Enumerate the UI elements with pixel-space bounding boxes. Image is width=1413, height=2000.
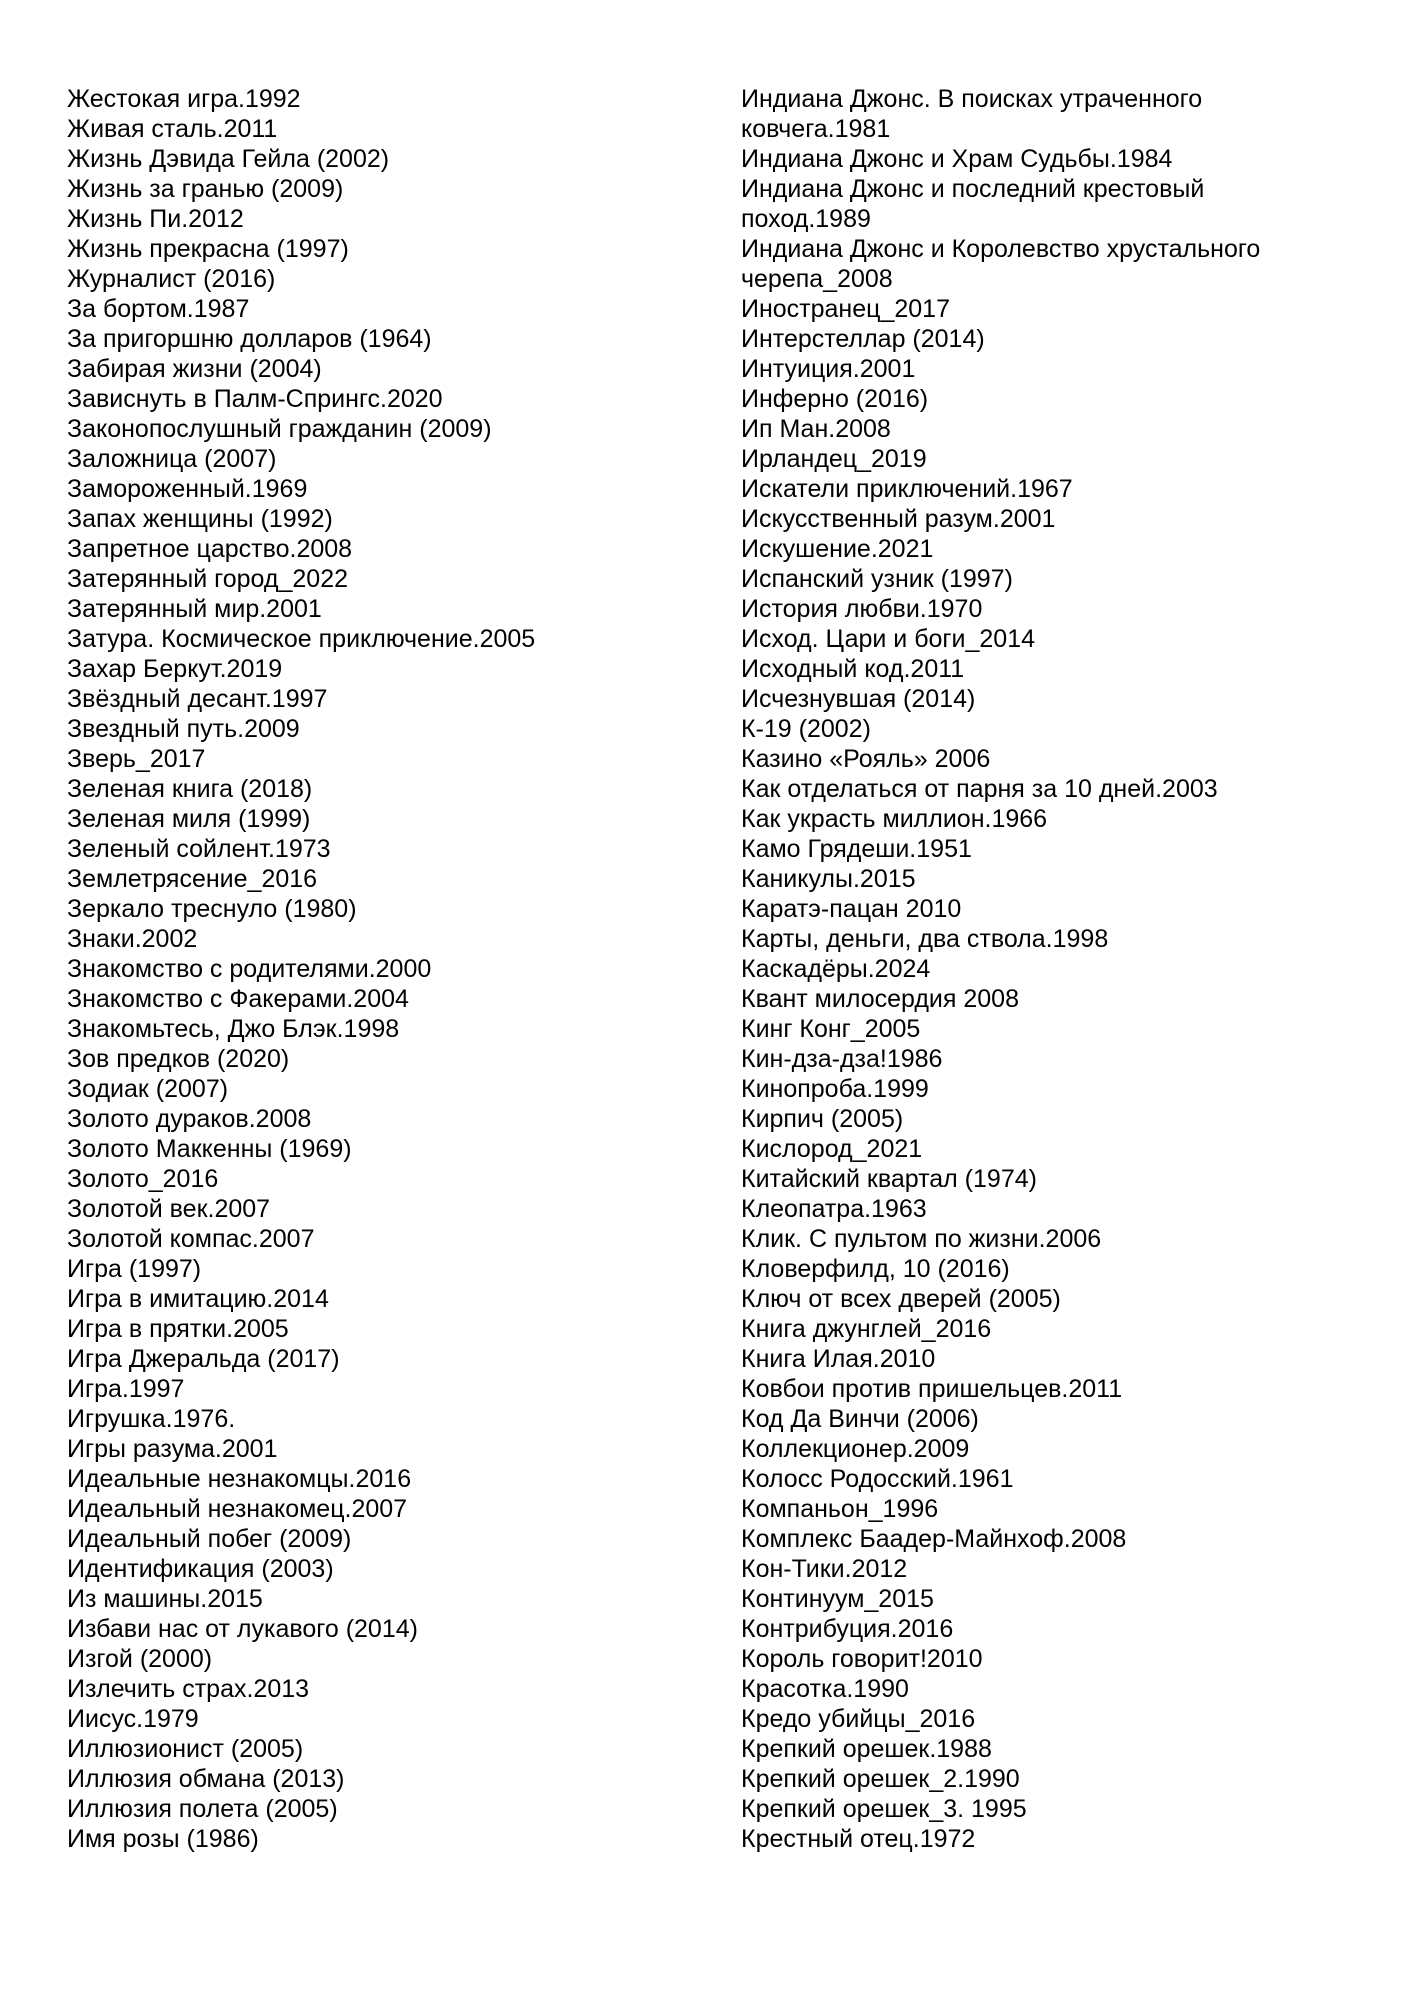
- list-item: Как отделаться от парня за 10 дней.2003: [741, 775, 1218, 803]
- list-item: Зависнуть в Палм-Спрингс.2020: [67, 385, 443, 413]
- list-item: Испанский узник (1997): [741, 565, 1013, 593]
- list-item: Игра.1997: [67, 1375, 185, 1403]
- list-item: Зеленая книга (2018): [67, 775, 313, 803]
- list-item: Золотой век.2007: [67, 1195, 271, 1223]
- list-item: Изгой (2000): [67, 1645, 213, 1673]
- list-item: Искушение.2021: [741, 535, 934, 563]
- list-item: Затерянный мир.2001: [67, 595, 322, 623]
- list-item: Излечить страх.2013: [67, 1675, 310, 1703]
- list-item: поход.1989: [741, 205, 871, 233]
- list-item: Землетрясение_2016: [67, 865, 318, 893]
- list-item: К-19 (2002): [741, 715, 871, 743]
- list-item: Контрибуция.2016: [741, 1615, 954, 1643]
- list-item: Захар Беркут.2019: [67, 655, 283, 683]
- list-item: Законопослушный гражданин (2009): [67, 415, 492, 443]
- list-item: Искусственный разум.2001: [741, 505, 1056, 533]
- list-item: Жизнь за гранью (2009): [67, 175, 344, 203]
- list-item: Звездный путь.2009: [67, 715, 300, 743]
- list-item: Компаньон_1996: [741, 1495, 939, 1523]
- list-item: Журналист (2016): [67, 265, 276, 293]
- list-item: Клик. С пультом по жизни.2006: [741, 1225, 1102, 1253]
- list-item: Жизнь Дэвида Гейла (2002): [67, 145, 390, 173]
- list-item: ковчега.1981: [741, 115, 891, 143]
- list-item: Красотка.1990: [741, 1675, 909, 1703]
- list-item: Кловерфилд, 10 (2016): [741, 1255, 1010, 1283]
- list-item: Каратэ-пацан 2010: [741, 895, 962, 923]
- list-item: Замороженный.1969: [67, 475, 308, 503]
- list-item: Ирландец_2019: [741, 445, 927, 473]
- list-item: Колосс Родосский.1961: [741, 1465, 1014, 1493]
- list-item: Исходный код.2011: [741, 655, 965, 683]
- list-item: Забирая жизни (2004): [67, 355, 322, 383]
- list-item: Как украсть миллион.1966: [741, 805, 1048, 833]
- list-item: Из машины.2015: [67, 1585, 263, 1613]
- list-item: Зеленый сойлент.1973: [67, 835, 331, 863]
- list-item: Идеальные незнакомцы.2016: [67, 1465, 412, 1493]
- list-item: Иллюзионист (2005): [67, 1735, 304, 1763]
- list-item: Китайский квартал (1974): [741, 1165, 1037, 1193]
- list-item: Квант милосердия 2008: [741, 985, 1019, 1013]
- list-item: Код Да Винчи (2006): [741, 1405, 979, 1433]
- list-item: Исчезнувшая (2014): [741, 685, 976, 713]
- list-item: Крестный отец.1972: [741, 1825, 976, 1853]
- list-item: черепа_2008: [741, 265, 893, 293]
- list-item: Игра (1997): [67, 1255, 202, 1283]
- list-item: Ключ от всех дверей (2005): [741, 1285, 1061, 1313]
- list-item: Коллекционер.2009: [741, 1435, 970, 1463]
- list-item: Золото дураков.2008: [67, 1105, 312, 1133]
- list-item: Затура. Космическое приключение.2005: [67, 625, 536, 653]
- list-item: Кирпич (2005): [741, 1105, 904, 1133]
- list-item: Игра в имитацию.2014: [67, 1285, 329, 1313]
- list-item: Звёздный десант.1997: [67, 685, 328, 713]
- right-column-list: [741, 84, 1381, 1854]
- list-item: Крепкий орешек.1988: [741, 1735, 992, 1763]
- list-item: Зверь_2017: [67, 745, 206, 773]
- list-item: Золотой компас.2007: [67, 1225, 315, 1253]
- list-item: Идентификация (2003): [67, 1555, 334, 1583]
- list-item: Жестокая игра.1992: [67, 85, 301, 113]
- list-item: Идеальный незнакомец.2007: [67, 1495, 408, 1523]
- list-item: Иллюзия полета (2005): [67, 1795, 338, 1823]
- list-item: История любви.1970: [741, 595, 983, 623]
- list-item: Книга джунглей_2016: [741, 1315, 992, 1343]
- list-item: За бортом.1987: [67, 295, 250, 323]
- list-item: Индиана Джонс и последний крестовый: [741, 175, 1205, 203]
- list-item: Запах женщины (1992): [67, 505, 333, 533]
- list-item: Интуиция.2001: [741, 355, 916, 383]
- list-item: Зеленая миля (1999): [67, 805, 311, 833]
- list-item: Заложница (2007): [67, 445, 277, 473]
- list-item: Кин-дза-дза!1986: [741, 1045, 943, 1073]
- list-item: Золото_2016: [67, 1165, 219, 1193]
- list-item: Запретное царство.2008: [67, 535, 353, 563]
- list-item: Избави нас от лукавого (2014): [67, 1615, 418, 1643]
- list-item: Знакомство с Факерами.2004: [67, 985, 409, 1013]
- list-item: Зеркало треснуло (1980): [67, 895, 357, 923]
- list-item: Кислород_2021: [741, 1135, 923, 1163]
- list-item: Книга Илая.2010: [741, 1345, 936, 1373]
- list-item: Идеальный побег (2009): [67, 1525, 352, 1553]
- list-item: Крепкий орешек_2.1990: [741, 1765, 1020, 1793]
- list-item: За пригоршню долларов (1964): [67, 325, 432, 353]
- list-item: Жизнь Пи.2012: [67, 205, 244, 233]
- list-item: Клеопатра.1963: [741, 1195, 927, 1223]
- list-item: Ковбои против пришельцев.2011: [741, 1375, 1123, 1403]
- list-item: Игрушка.1976.: [67, 1405, 236, 1433]
- list-item: Кон-Тики.2012: [741, 1555, 908, 1583]
- list-item: Индиана Джонс и Королевство хрустального: [741, 235, 1261, 263]
- list-item: Кинг Конг_2005: [741, 1015, 921, 1043]
- list-item: Континуум_2015: [741, 1585, 934, 1613]
- list-item: Игра Джеральда (2017): [67, 1345, 340, 1373]
- list-item: Знакомьтесь, Джо Блэк.1998: [67, 1015, 400, 1043]
- list-item: Зов предков (2020): [67, 1045, 290, 1073]
- list-item: Индиана Джонс. В поисках утраченного: [741, 85, 1203, 113]
- list-item: Затерянный город_2022: [67, 565, 349, 593]
- list-item: Каскадёры.2024: [741, 955, 931, 983]
- list-item: Игра в прятки.2005: [67, 1315, 289, 1343]
- list-item: Кинопроба.1999: [741, 1075, 929, 1103]
- list-item: Интерстеллар (2014): [741, 325, 985, 353]
- list-item: Золото Маккенны (1969): [67, 1135, 352, 1163]
- list-item: Кредо убийцы_2016: [741, 1705, 976, 1733]
- list-item: Иностранец_2017: [741, 295, 950, 323]
- list-item: Каникулы.2015: [741, 865, 916, 893]
- list-item: Игры разума.2001: [67, 1435, 278, 1463]
- list-item: Исход. Цари и боги_2014: [741, 625, 1036, 653]
- list-item: Камо Грядеши.1951: [741, 835, 972, 863]
- list-item: Инферно (2016): [741, 385, 929, 413]
- left-column-list: [67, 84, 707, 1854]
- list-item: Ип Ман.2008: [741, 415, 891, 443]
- list-item: Карты, деньги, два ствола.1998: [741, 925, 1109, 953]
- list-item: Имя розы (1986): [67, 1825, 259, 1853]
- list-item: Комплекс Баадер-Майнхоф.2008: [741, 1525, 1127, 1553]
- list-item: Жизнь прекрасна (1997): [67, 235, 349, 263]
- list-item: Знакомство с родителями.2000: [67, 955, 432, 983]
- list-item: Знаки.2002: [67, 925, 198, 953]
- list-item: Индиана Джонс и Храм Судьбы.1984: [741, 145, 1173, 173]
- list-item: Крепкий орешек_3. 1995: [741, 1795, 1027, 1823]
- list-item: Живая сталь.2011: [67, 115, 278, 143]
- list-item: Казино «Рояль» 2006: [741, 745, 991, 773]
- list-item: Зодиак (2007): [67, 1075, 229, 1103]
- list-item: Искатели приключений.1967: [741, 475, 1073, 503]
- list-item: Король говорит!2010: [741, 1645, 983, 1673]
- list-item: Иисус.1979: [67, 1705, 199, 1733]
- list-item: Иллюзия обмана (2013): [67, 1765, 345, 1793]
